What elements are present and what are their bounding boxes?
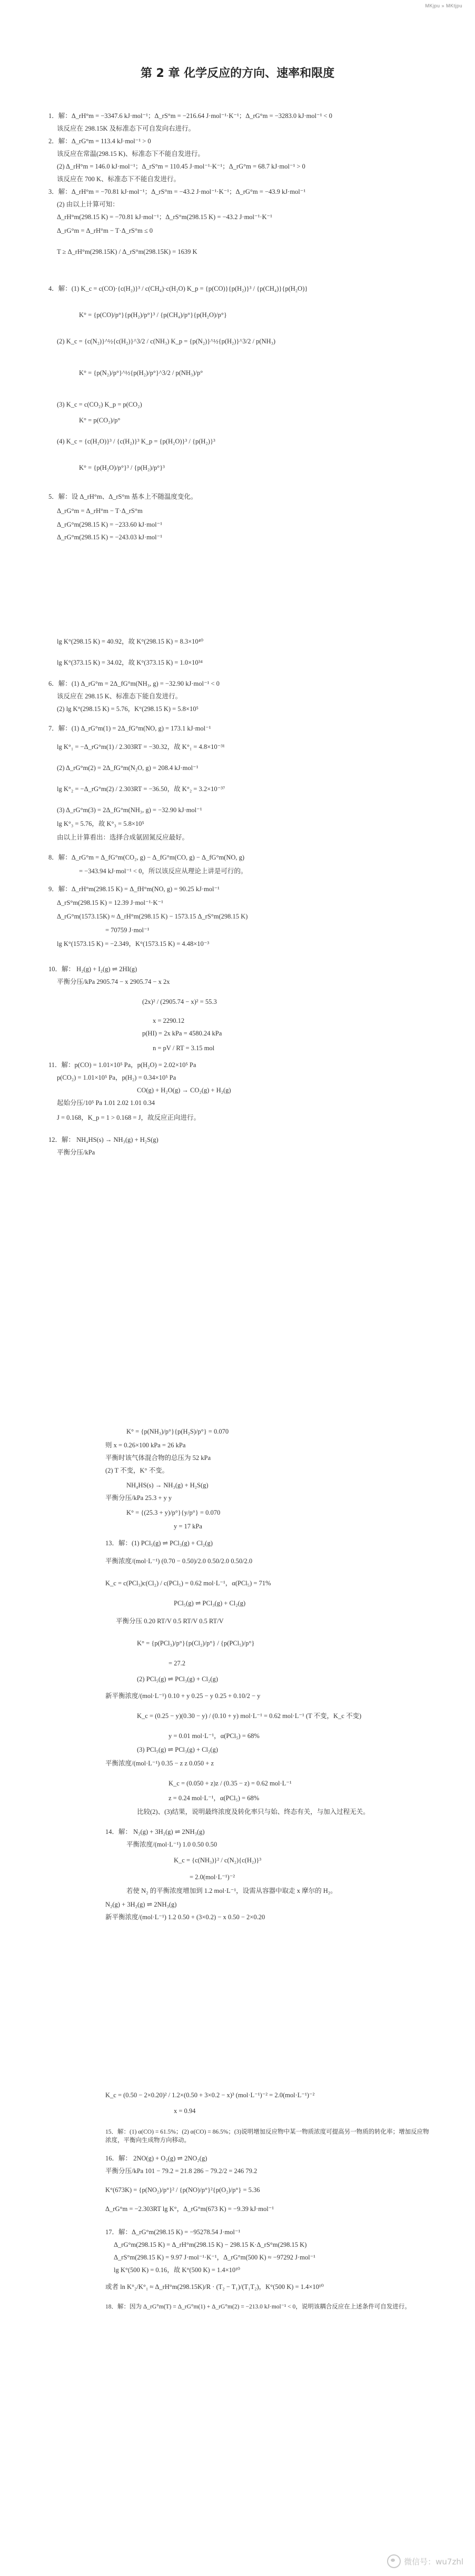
text-line: p(CO₂) = 1.01×10⁵ Pa，p(H₂) = 0.34×10⁵ Pa [57,1074,176,1081]
text-line: K°(673K) = {p(NO₂)/p°}² / {p(NO)/p°}²{p(O₂)/p°} = 5.36 [105,2186,260,2194]
watermark [387,2554,463,2568]
text-line: 1．解：Δ_rH°m = −3347.6 kJ·mol⁻¹；Δ_rS°m = −216.64 J·mol⁻¹·K⁻¹；Δ_rG°m = −3283.0 kJ·mol⁻¹ < 0 [48,112,332,120]
text-line: J = 0.168，K_p = 1 > 0.168 = J，故反应正向进行。 [57,1114,200,1121]
text-line: K_c = c(PCl₃)c(Cl₂) / c(PCl₅) = 0.62 mol·L⁻¹，α(PCl₅) = 71% [105,1580,271,1587]
text-line: = 70759 J·mol⁻¹ [105,926,150,934]
text-line: 11．解：p(CO) = 1.01×10⁵ Pa，p(H₂O) = 2.02×10⁵ Pa [48,1061,196,1069]
text-line: Δ_rG°m(298.15 K) = Δ_rH°m(298.15 K) − 298.15 K·Δ_rS°m(298.15 K) [114,2241,307,2248]
text-line: 平衡浓度/(mol·L⁻¹) 0.35 − z z 0.050 + z [105,1760,214,1767]
text-line: K_c = {c(NH₃)}² / c(N₂){c(H₂)}³ [174,1857,262,1864]
text-line: lg K°₃ = 5.76，故 K°₃ = 5.8×10⁵ [57,820,144,827]
text-line: T ≥ Δ_rH°m(298.15K) / Δ_rS°m(298.15K) = 1639 K [57,248,197,255]
text-line: K_c = (0.50 − 2×0.20)² / 1.2×(0.50 + 3×0.2 − x)³ (mol·L⁻¹)⁻² = 2.0(mol·L⁻¹)⁻² [105,2091,315,2099]
text-line: NH₄HS(s) → NH₃(g) + H₂S(g) [126,1482,209,1489]
text-line: 5．解：设 Δ_rH°m、Δ_rS°m 基本上不随温度变化。 [48,493,197,500]
text-line: = 27.2 [169,1660,186,1667]
text-line: 8．解：Δ_rG°m = Δ_fG°m(CO₂, g) − Δ_fG°m(CO, g) − Δ_fG°m(NO, g) [48,854,245,861]
text-line: (3) K_c = c(CO₂) K_p = p(CO₂) [57,401,142,408]
text-line: Δ_rG°m = −2.303RT lg K°，Δ_rG°m(673 K) = −9.39 kJ·mol⁻¹ [105,2205,274,2213]
text-line: 2．解：Δ_rG°m = 113.4 kJ·mol⁻¹ > 0 [48,137,151,145]
text-line: 起始分压/10⁵ Pa 1.01 2.02 1.01 0.34 [57,1099,155,1107]
text-line: 平衡分压/kPa 101 − 79.2 = 21.8 286 − 79.2/2 = 246 79.2 [105,2167,258,2175]
text-line: 该反应在常温(298.15 K)、标准态下不能自发进行。 [57,150,204,157]
text-line: p(HI) = 2x kPa = 4580.24 kPa [142,1030,222,1037]
text-line: 平衡时该气体混合物的总压为 52 kPa [105,1454,211,1462]
watermark-text: 微信号：wu7zhl [404,2557,463,2567]
text-line: 3．解：Δ_rH°m = −70.81 kJ·mol⁻¹；Δ_rS°m = −43.2 J·mol⁻¹·K⁻¹；Δ_rG°m = −43.9 kJ·mol⁻¹ [48,188,306,195]
text-line: y = 17 kPa [174,1523,202,1530]
text-line: (2) K_c = {c(N₂)}^½{c(H₂)}^3/2 / c(NH₃) K_p = {p(N₂)}^½{p(H₂)}^3/2 / p(NH₃) [57,338,276,345]
text-line: (2) PCl₅(g) ⇌ PCl₃(g) + Cl₂(g) [137,1675,218,1683]
text-line: 14．解： N₂(g) + 3H₂(g) ⇌ 2NH₃(g) [105,1828,205,1835]
text-line: 13．解：(1) PCl₅(g) ⇌ PCl₃(g) + Cl₂(g) [105,1539,213,1547]
text-line: (4) K_c = {c(H₂O)}³ / {c(H₂)}³ K_p = {p(H₂O)}³ / {p(H₂)}³ [57,438,215,445]
text-line: (2) 由以上计算可知： [57,201,119,208]
text-line: 10．解： H₂(g) + I₂(g) ⇌ 2HI(g) [48,965,137,973]
text-line: (2) T 不变，K° 不变。 [105,1467,169,1474]
text-line: K° = {p(NH₃)/p°}{p(H₂S)/p°} = 0.070 [126,1428,229,1435]
text-line: 4．解：(1) K_c = c(CO)·{c(H₂)}³ / c(CH₄)·c(H₂O) K_p = {p(CO)}{p(H₂)}³ / {p(CH₄)}{p(H₂O)} [48,285,308,292]
text-line: K° = {p(N₂)/p°}^½{p(H₂)/p°}^3/2 / p(NH₃)/p° [79,369,203,377]
text-line: 6．解：(1) Δ_rG°m = 2Δ_fG°m(NH₃, g) = −32.90 kJ·mol⁻¹ < 0 [48,680,220,687]
text-line: Δ_rS°m(298.15 K) = 9.97 J·mol⁻¹·K⁻¹，Δ_rG°m(500 K) ≈ −97292 J·mol⁻¹ [114,2254,315,2261]
wechat-icon [387,2554,401,2568]
text-line: Δ_rG°m = Δ_rH°m − T·Δ_rS°m [57,507,143,515]
text-line: 17．解：Δ_rG°m(298.15 K) = −95278.54 J·mol⁻¹ [105,2228,241,2236]
text-line: 9．解：Δ_rH°m(298.15 K) = Δ_fH°m(NO, g) = 90.25 kJ·mol⁻¹ [48,885,220,893]
text-line: (2) Δ_rG°m(2) = 2Δ_fG°m(N₂O, g) = 208.4 kJ·mol⁻¹ [57,764,199,772]
text-line: PCl₅(g) ⇌ PCl₃(g) + Cl₂(g) [174,1600,246,1607]
text-line: = −343.94 kJ·mol⁻¹ < 0，所以该反应从理论上讲是可行的。 [79,867,248,875]
text-line: x = 0.94 [174,2107,196,2115]
text-line: 新平衡浓度/(mol·L⁻¹) 0.10 + y 0.25 − y 0.25 + 0.10/2 − y [105,1692,261,1700]
text-line: 18．解：因为 Δ_rG°m(T) = Δ_rG°m(1) + Δ_rG°m(2) = −213.0 kJ·mol⁻¹ < 0，说明该耦合反应在上述条件可自发进行。 [105,2304,411,2310]
text-line: 则 x = 0.26×100 kPa = 26 kPa [105,1442,186,1449]
text-line: 16．解： 2NO(g) + O₂(g) ⇌ 2NO₂(g) [105,2155,207,2162]
text-line: 平衡分压/kPa 2905.74 − x 2905.74 − x 2x [57,978,170,985]
text-line: K° = {p(H₂O)/p°}³ / {p(H₂)/p°}³ [79,464,165,471]
text-line: N₂(g) + 3H₂(g) ⇌ 2NH₃(g) [105,1901,177,1908]
text-line: 由以上计算看出：选择合成氨固氮反应最好。 [57,834,189,841]
text-line: (2) lg K°(298.15 K) = 5.76，K°(298.15 K) = 5.8×10⁵ [57,705,199,713]
text-line: 该反应在 298.15K 及标准态下可自发向右进行。 [57,125,195,132]
text-line: 该反应在 298.15 K、标准态下能自发进行。 [57,693,182,700]
text-line: Δ_rH°m(298.15 K) = −70.81 kJ·mol⁻¹；Δ_rS°m(298.15 K) = −43.2 J·mol⁻¹·K⁻¹ [57,213,272,221]
text-line: 平衡分压 0.20 RT/V 0.5 RT/V 0.5 RT/V [116,1617,224,1625]
text-line: 或者 ln K°₂/K°₁ ≈ Δ_rH°m(298.15K)/R · (T₂ − T₁)/(T₁T₂)，K°(500 K) = 1.4×10¹⁰ [105,2283,324,2291]
chapter-title: 第 2 章 化学反应的方向、速率和限度 [140,67,335,80]
text-line: K° = p(CO₂)/p° [79,417,121,424]
text-line: 平衡分压/kPa [57,1149,95,1156]
text-line: (3) PCl₅(g) ⇌ PCl₃(g) + Cl₂(g) [137,1746,218,1753]
text-line: (2x)² / (2905.74 − x)² = 55.3 [142,998,217,1005]
text-line: 平衡浓度/(mol·L⁻¹) 1.0 0.50 0.50 [126,1841,217,1848]
text-line: Δ_rG°m = Δ_rH°m − T·Δ_rS°m ≤ 0 [57,227,153,234]
text-line: CO(g) + H₂O(g) → CO₂(g) + H₂(g) [137,1087,231,1094]
text-line: lg K°(373.15 K) = 34.02，故 K°(373.15 K) = 1.0×10³⁴ [57,659,203,666]
text-line: Δ_rG°m(298.15 K) = −243.03 kJ·mol⁻¹ [57,534,162,541]
text-line: lg K°₂ = −Δ_rG°m(2) / 2.303RT = −36.50，故 K°₂ = 3.2×10⁻³⁷ [57,785,225,793]
text-line: Δ_rG°m(298.15 K) = −233.60 kJ·mol⁻¹ [57,521,162,528]
text-line: (2) Δ_rH°m = 146.0 kJ·mol⁻¹；Δ_rS°m = 110.45 J·mol⁻¹·K⁻¹；Δ_rG°m = 68.7 kJ·mol⁻¹ > 0 [57,163,305,170]
text-line: lg K°(298.15 K) = 40.92，故 K°(298.15 K) = 8.3×10⁴⁰ [57,638,203,645]
text-line: x = 2290.12 [153,1017,185,1024]
text-line: lg K°(1573.15 K) = −2.349，K°(1573.15 K) = 4.48×10⁻³ [57,940,210,948]
text-line: 7．解：(1) Δ_rG°m(1) = 2Δ_fG°m(NO, g) = 173.1 kJ·mol⁻¹ [48,725,211,732]
text-line: Δ_rS°m(298.15 K) = 12.39 J·mol⁻¹·K⁻¹ [57,899,163,906]
text-line: n = pV / RT = 3.15 mol [153,1044,215,1052]
text-line: K° = {p(PCl₃)/p°}{p(Cl₂)/p°} / {p(PCl₅)/p°} [137,1640,255,1647]
text-line: = 2.0(mol·L⁻¹)⁻² [190,1873,235,1881]
text-line: 15．解：(1) α(CO) = 61.5%；(2) α(CO) = 86.5%；(3)说明增加反应物中某一物质浓度可提高另一物质的转化率；增加反应物浓度，平衡向生成物方向移动。 [105,2129,429,2144]
text-line: (3) Δ_rG°m(3) = 2Δ_fG°m(NH₃, g) = −32.90 kJ·mol⁻¹ [57,806,202,814]
text-line: K° = {p(CO)/p°}{p(H₂)/p°}³ / {p(CH₄)/p°}{p(H₂O)/p°} [79,311,227,319]
text-line: 该反应在 700 K、标准态下不能自发进行。 [57,175,181,183]
text-line: 12．解： NH₄HS(s) → NH₃(g) + H₂S(g) [48,1136,159,1143]
text-line: K_c = (0.050 + z)z / (0.35 − z) = 0.62 mol·L⁻¹ [169,1780,292,1787]
text-line: 若使 N₂ 的平衡浓度增加到 1.2 mol·L⁻¹，设需从容器中取走 x 摩尔的 H₂。 [126,1887,337,1894]
text-line: y = 0.01 mol·L⁻¹，α(PCl₅) = 68% [169,1732,260,1740]
text-line: lg K°(500 K) = 0.16，故 K°(500 K) = 1.4×10¹⁰ [114,2266,240,2274]
text-line: z = 0.24 mol·L⁻¹，α(PCl₅) = 68% [169,1794,260,1802]
text-line: 新平衡浓度/(mol·L⁻¹) 1.2 0.50 + (3×0.2) − x 0.50 − 2×0.20 [105,1913,265,1921]
text-line: lg K°₁ = −Δ_rG°m(1) / 2.303RT = −30.32，故 K°₁ = 4.8×10⁻³¹ [57,743,225,751]
text-line: K_c = (0.25 − y)(0.30 − y) / (0.10 + y) mol·L⁻¹ = 0.62 mol·L⁻¹ (T 不变，K_c 不变) [137,1712,362,1720]
text-line: Δ_rG°m(1573.15K) ≈ Δ_rH°m(298.15 K) − 1573.15 Δ_rS°m(298.15 K) [57,913,248,920]
header-marks: MKjpu » MKtjpu [425,3,462,8]
text-line: 平衡分压/kPa 25.3 + y y [105,1494,172,1502]
text-line: K° = {(25.3 + y)/p°}{y/p°} = 0.070 [126,1509,221,1516]
text-line: 平衡浓度/(mol·L⁻¹) (0.70 − 0.50)/2.0 0.50/2.0 0.50/2.0 [105,1557,253,1565]
text-line: 比较(2)、(3)结果，说明最终浓度及转化率只与始、终态有关，与加入过程无关。 [137,1808,370,1815]
